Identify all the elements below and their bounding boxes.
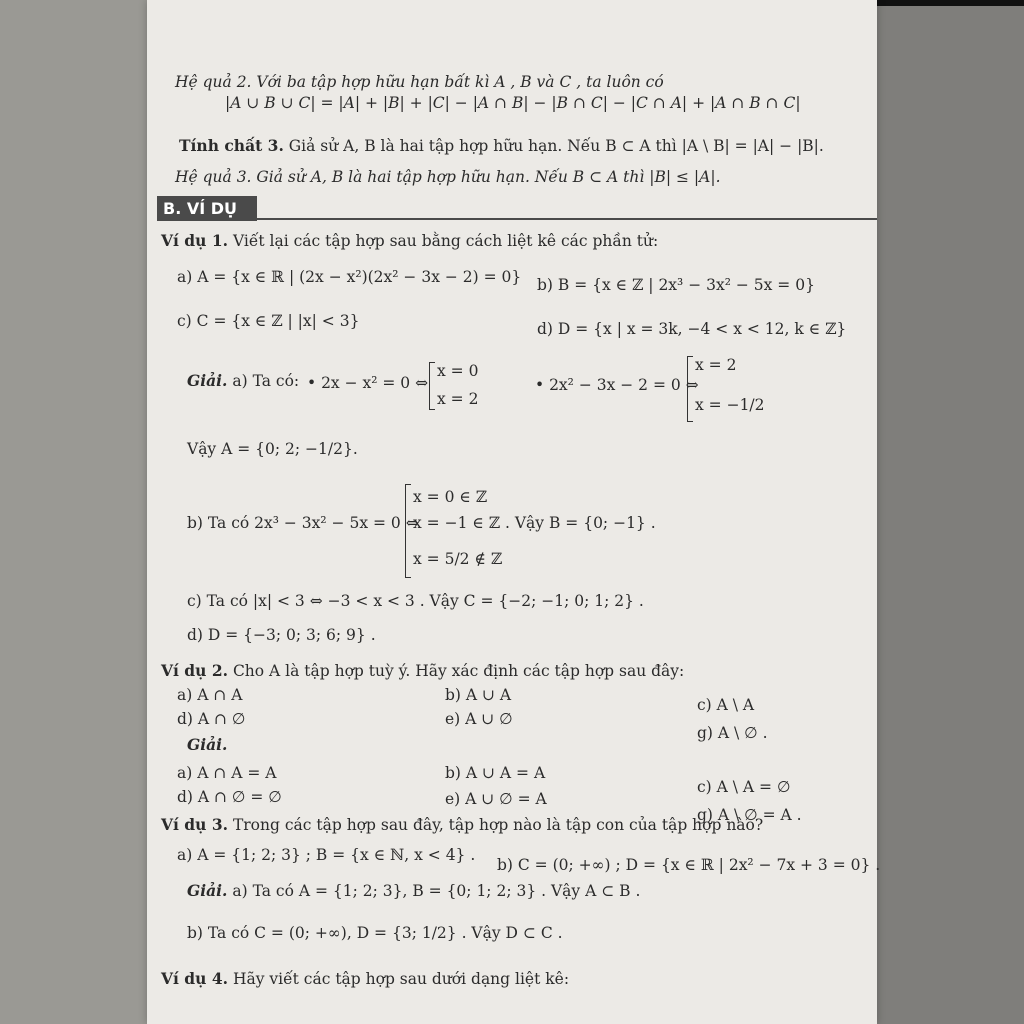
bracket-3 <box>405 484 411 578</box>
bullet-1-root-1: x = 0 <box>437 362 479 380</box>
solution-3a-text: a) Ta có A = {1; 2; 3}, B = {0; 1; 2; 3} . Vậy A ⊂ B . <box>232 882 641 900</box>
solution-2-c: c) A \ A = ∅ <box>697 778 791 796</box>
solution-3-label: Giải. <box>187 881 228 900</box>
example-1-c: c) C = {x ∈ ℤ | |x| < 3} <box>177 312 360 330</box>
solution-2-g: g) A \ ∅ = A . <box>697 806 802 824</box>
example-3-b: b) C = (0; +∞) ; D = {x ∈ ℝ | 2x² − 7x + 3 = 0} . <box>497 856 881 874</box>
bullet-2-root-2: x = −1/2 <box>695 396 765 414</box>
bracket-2 <box>687 356 693 422</box>
solution-3a <box>187 882 640 900</box>
background-edge <box>877 0 1024 6</box>
example-4-heading <box>161 970 569 988</box>
solution-1b-root-1: x = 0 ∈ ℤ <box>413 488 488 506</box>
inclusion-exclusion-formula: |A ∪ B ∪ C| = |A| + |B| + |C| − |A ∩ B| − |B ∩ C| − |C ∩ A| + |A ∩ B ∩ C| <box>225 94 801 112</box>
corollary-2: Hệ quả 2. Với ba tập hợp hữu hạn bất kì A , B và C , ta luôn có <box>175 73 664 91</box>
solution-2-b: b) A ∪ A = A <box>445 764 546 782</box>
bullet-2: • 2x² − 3x − 2 = 0 ⇔ <box>535 376 699 394</box>
section-header: B. VÍ DỤ <box>157 196 257 221</box>
example-2-e: e) A ∪ ∅ <box>445 710 513 728</box>
example-4-label: Ví dụ 4. <box>161 969 228 988</box>
solution-1b: b) Ta có 2x³ − 3x² − 5x = 0 ⇔ <box>187 514 419 532</box>
bullet-1: • 2x − x² = 0 ⇔ <box>307 374 429 392</box>
solution-3b: b) Ta có C = (0; +∞), D = {3; 1/2} . Vậy D ⊂ C . <box>187 924 563 942</box>
example-2-b: b) A ∪ A <box>445 686 512 704</box>
example-3-heading <box>161 816 763 834</box>
example-1-b: b) B = {x ∈ ℤ | 2x³ − 3x² − 5x = 0} <box>537 276 815 294</box>
example-2-text: Cho A là tập hợp tuỳ ý. Hãy xác định các tập hợp sau đây: <box>232 662 685 680</box>
property-3-label: Tính chất 3. <box>179 136 284 155</box>
solution-2-d: d) A ∩ ∅ = ∅ <box>177 788 282 806</box>
property-3-text: Giả sử A, B là hai tập hợp hữu hạn. Nếu B ⊂ A thì |A \ B| = |A| − |B|. <box>288 137 824 155</box>
solution-1b-root-3: x = 5/2 ∉ ℤ <box>413 550 503 568</box>
example-3-a: a) A = {1; 2; 3} ; B = {x ∈ ℕ, x < 4} . <box>177 846 476 864</box>
solution-2-label: Giải. <box>187 735 228 754</box>
property-3 <box>179 137 824 155</box>
example-2-heading <box>161 662 684 680</box>
solution-1a <box>187 372 299 390</box>
textbook-page <box>147 0 881 1024</box>
solution-1a-text: a) Ta có: <box>232 372 300 390</box>
example-1-d: d) D = {x | x = 3k, −4 < x < 12, k ∈ ℤ} <box>537 320 847 338</box>
corollary-3: Hệ quả 3. Giả sử A, B là hai tập hợp hữu hạn. Nếu B ⊂ A thì |B| ≤ |A|. <box>175 168 721 186</box>
section-divider <box>251 218 877 220</box>
solution-1b-root-2: x = −1 ∈ ℤ . Vậy B = {0; −1} . <box>413 514 656 532</box>
example-2-c: c) A \ A <box>697 696 755 714</box>
example-2-d: d) A ∩ ∅ <box>177 710 246 728</box>
example-2-a: a) A ∩ A <box>177 686 243 704</box>
example-2-label: Ví dụ 2. <box>161 661 228 680</box>
example-1-heading <box>161 232 658 250</box>
answer-1a: Vậy A = {0; 2; −1/2}. <box>187 440 358 458</box>
solution-1c: c) Ta có |x| < 3 ⇔ −3 < x < 3 . Vậy C = {−2; −1; 0; 1; 2} . <box>187 592 644 610</box>
solution-1d: d) D = {−3; 0; 3; 6; 9} . <box>187 626 376 644</box>
example-4-text: Hãy viết các tập hợp sau dưới dạng liệt kê: <box>232 970 570 988</box>
bracket-1 <box>429 362 435 410</box>
bullet-1-root-2: x = 2 <box>437 390 479 408</box>
example-3-text: Trong các tập hợp sau đây, tập hợp nào là tập con của tập hợp nào? <box>232 816 764 834</box>
solution-label: Giải. <box>187 371 228 390</box>
example-2-g: g) A \ ∅ . <box>697 724 768 742</box>
example-3-label: Ví dụ 3. <box>161 815 228 834</box>
solution-2-a: a) A ∩ A = A <box>177 764 277 782</box>
example-1-label: Ví dụ 1. <box>161 231 228 250</box>
example-1-a: a) A = {x ∈ ℝ | (2x − x²)(2x² − 3x − 2) = 0} <box>177 268 522 286</box>
background-surface <box>877 0 1024 1024</box>
example-1-text: Viết lại các tập hợp sau bằng cách liệt kê các phần tử: <box>232 232 659 250</box>
solution-2-e: e) A ∪ ∅ = A <box>445 790 547 808</box>
bullet-2-root-1: x = 2 <box>695 356 737 374</box>
